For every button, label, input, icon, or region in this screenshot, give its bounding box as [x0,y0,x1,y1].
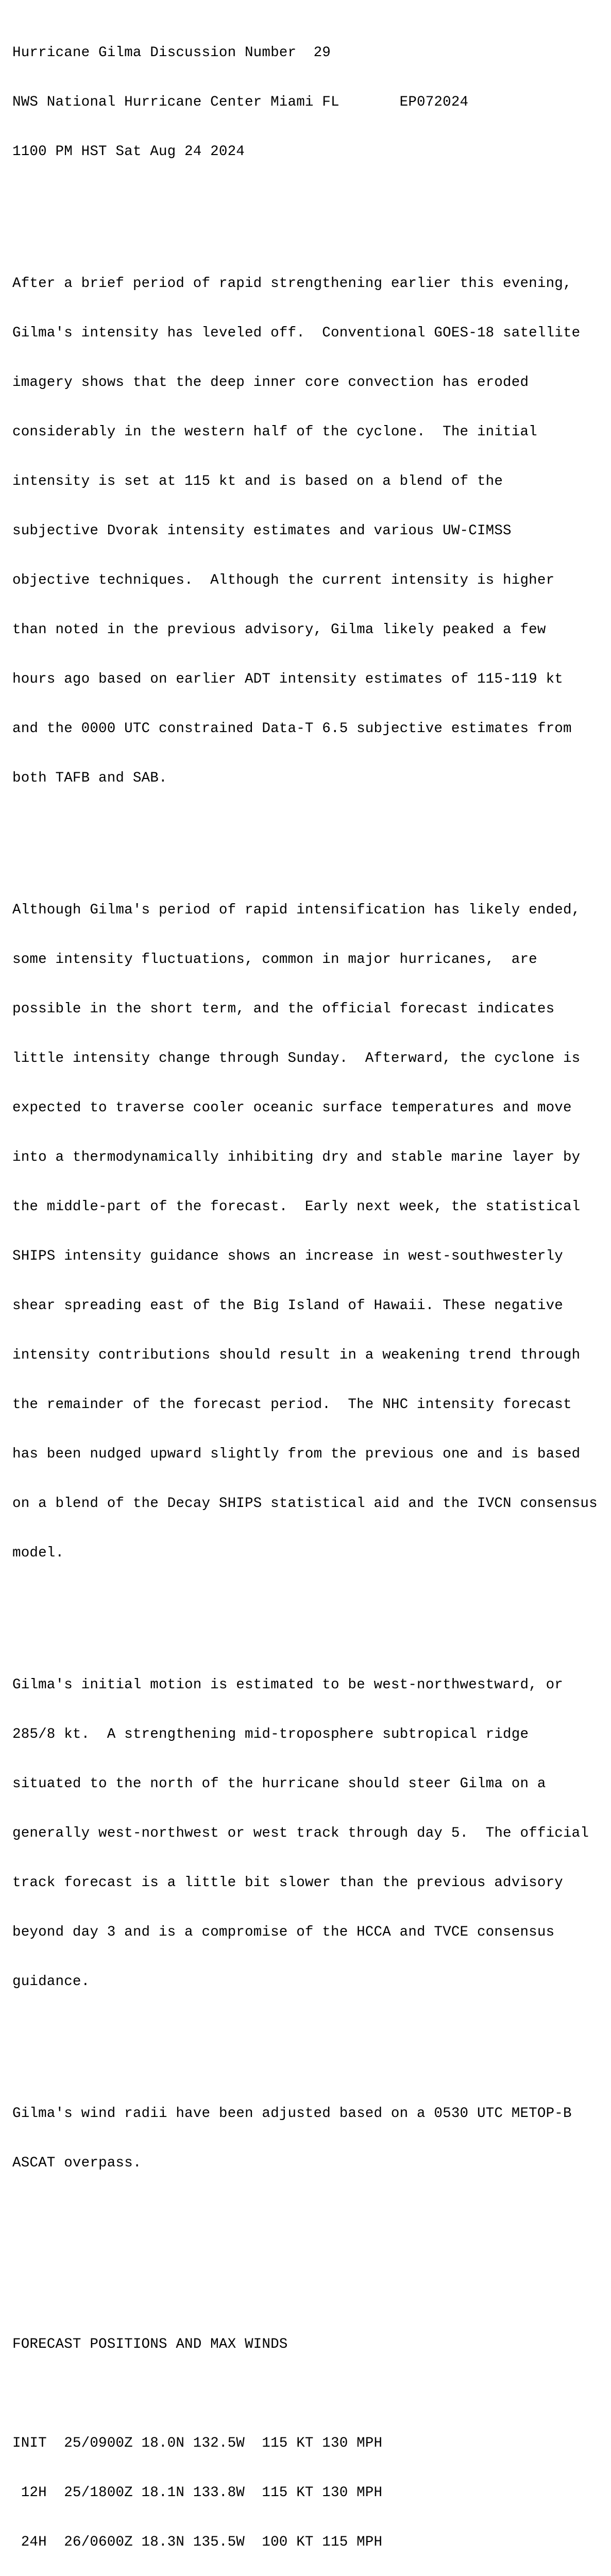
paragraph-3-line: 285/8 kt. A strengthening mid-troposphere subtropical ridge [12,1726,529,1742]
paragraph-2-line: expected to traverse cooler oceanic surface temperatures and move [12,1100,572,1116]
paragraph-4-line: Gilma's wind radii have been adjusted based on a 0530 UTC METOP-B [12,2106,572,2122]
office-line: NWS National Hurricane Center Miami FL EP072024 [12,94,469,110]
paragraph-3-line: Gilma's initial motion is estimated to be west-northwestward, or [12,1677,563,1693]
blank-line [12,820,598,836]
discussion-title: Hurricane Gilma Discussion Number 29 [12,45,331,61]
paragraph-2-line: SHIPS intensity guidance shows an increase in west-southwesterly [12,1248,563,1264]
paragraph-2-line: the remainder of the forecast period. The NHC intensity forecast [12,1397,572,1413]
paragraph-2-line: into a thermodynamically inhibiting dry and stable marine layer by [12,1149,581,1165]
forecast-row: INIT 25/0900Z 18.0N 132.5W 115 KT 130 MPH [12,2435,383,2451]
paragraph-1-line: both TAFB and SAB. [12,770,167,786]
paragraph-2-line: model. [12,1545,64,1561]
paragraph-1-line: than noted in the previous advisory, Gilma likely peaked a few [12,622,546,638]
paragraph-2-line: the middle-part of the forecast. Early next week, the statistical [12,1199,581,1215]
paragraph-3-line: track forecast is a little bit slower than the previous advisory [12,1875,563,1891]
blank-line [12,193,598,210]
paragraph-2-line: possible in the short term, and the official forecast indicates [12,1001,555,1017]
paragraph-3-line: situated to the north of the hurricane should steer Gilma on a [12,1776,546,1792]
forecast-row: 12H 25/1800Z 18.1N 133.8W 115 KT 130 MPH [12,2485,383,2501]
paragraph-3-line: beyond day 3 and is a compromise of the HCCA and TVCE consensus [12,1924,555,1940]
paragraph-2-line: intensity contributions should result in a weakening trend through [12,1347,581,1363]
paragraph-2-line: has been nudged upward slightly from the previous one and is based [12,1446,581,1462]
blank-line [12,2023,598,2040]
paragraph-1-line: subjective Dvorak intensity estimates and various UW-CIMSS [12,523,512,539]
paragraph-1-line: and the 0000 UTC constrained Data-T 6.5 subjective estimates from [12,721,572,737]
paragraph-4-line: ASCAT overpass. [12,2155,142,2171]
paragraph-1-line: intensity is set at 115 kt and is based on a blend of the [12,473,503,489]
paragraph-2-line: little intensity change through Sunday. Afterward, the cyclone is [12,1050,581,1066]
paragraph-3-line: guidance. [12,1974,90,1990]
paragraph-1-line: hours ago based on earlier ADT intensity estimates of 115-119 kt [12,671,563,687]
paragraph-1-line: considerably in the western half of the cyclone. The initial [12,424,537,440]
blank-line [12,2386,598,2402]
blank-line [12,2254,598,2270]
paragraph-2-line: some intensity fluctuations, common in major hurricanes, are [12,952,537,968]
paragraph-3-line: generally west-northwest or west track through day 5. The official [12,1825,589,1841]
paragraph-1-line: objective techniques. Although the current intensity is higher [12,572,555,588]
issue-time: 1100 PM HST Sat Aug 24 2024 [12,144,245,160]
paragraph-1-line: imagery shows that the deep inner core convection has eroded [12,375,529,391]
forecast-heading: FORECAST POSITIONS AND MAX WINDS [12,2336,288,2352]
paragraph-1-line: After a brief period of rapid strengthening earlier this evening, [12,276,572,292]
paragraph-1-line: Gilma's intensity has leveled off. Conventional GOES-18 satellite [12,325,581,341]
paragraph-2-line: shear spreading east of the Big Island of Hawaii. These negative [12,1298,563,1314]
paragraph-2-line: on a blend of the Decay SHIPS statistical aid and the IVCN consensus [12,1496,598,1512]
blank-line [12,1595,598,1611]
blank-line [12,2205,598,2221]
paragraph-2-line: Although Gilma's period of rapid intensification has likely ended, [12,902,581,918]
discussion-text [12,12,598,2576]
forecast-row: 24H 26/0600Z 18.3N 135.5W 100 KT 115 MPH [12,2534,383,2550]
